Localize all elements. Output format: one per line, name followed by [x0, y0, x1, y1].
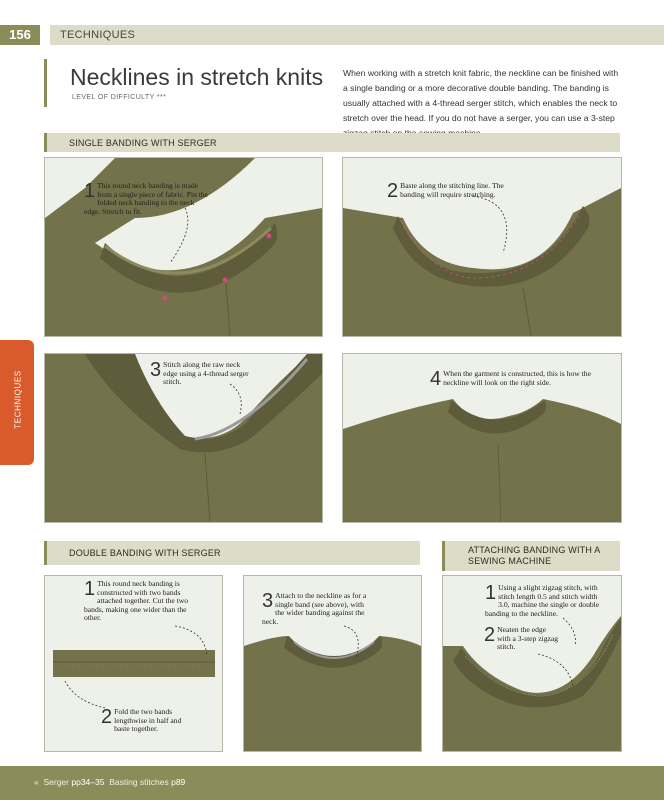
caption-machine-2 — [484, 626, 559, 652]
title-accent-rule — [44, 59, 47, 107]
caption-double-1 — [84, 580, 199, 623]
section-title-single: SINGLE BANDING WITH SERGER — [69, 138, 217, 148]
step-number: 3 — [150, 359, 162, 381]
caption-text: Neaten the edge with a 3-step zigzag stitch. — [497, 625, 559, 652]
caption-text: Baste along the stitching line. The banding will require stretching. — [400, 181, 504, 199]
step-number: 4 — [430, 368, 442, 390]
caption-single-4 — [430, 370, 600, 388]
intro-paragraph: When working with a stretch knit fabric, the neckline can be finished with a single banding or a more decorative double banding. The banding is usually attached with a 4-thread serger stitch, which enables the neck to stretch over the head. If you do not have a serger, you can use a 3-step — [343, 68, 619, 123]
step-number: 1 — [84, 180, 96, 202]
ref-basting-label[interactable]: Basting stitches — [109, 777, 169, 787]
ref-basting-page[interactable]: p89 — [171, 777, 186, 787]
caption-text: Fold the two bands lengthwise in half and baste together. — [114, 707, 182, 734]
caption-machine-1 — [485, 584, 610, 618]
header-bar — [50, 25, 664, 45]
caption-text: Using a slight zigzag stitch, with stitch length 0.5 and stitch width 3.0, machine the single or double banding to the neckline. — [485, 583, 600, 618]
caption-text: This round neck banding is made from a single piece of fabric. Pin the folded neck banding to the neck edge. Stretch to fit. — [84, 181, 209, 216]
double-arrow-icon: « — [34, 777, 39, 787]
step-number: 3 — [262, 590, 274, 612]
caption-single-1 — [84, 182, 212, 216]
step-number: 2 — [387, 180, 399, 202]
section-title-machine: ATTACHING BANDING WITH A SEWING MACHINE — [468, 545, 600, 566]
step-number: 2 — [484, 624, 496, 646]
step-number: 1 — [84, 578, 96, 600]
page-number: 156 — [0, 25, 40, 45]
caption-single-3 — [150, 361, 250, 387]
header-section-label: TECHNIQUES — [60, 29, 136, 41]
section-title-double: DOUBLE BANDING WITH SERGER — [69, 548, 221, 558]
caption-text: Attach to the neckline as for a single band (see above), with the wider banding against the neck. — [262, 591, 367, 626]
caption-double-2 — [101, 708, 191, 734]
difficulty-level: LEVEL OF DIFFICULTY *** — [72, 94, 167, 101]
side-tab-label: TECHNIQUES — [13, 370, 23, 429]
caption-text: When the garment is constructed, this is how the neckline will look on the right side. — [443, 369, 591, 387]
ref-serger-label[interactable]: Serger — [43, 777, 69, 787]
caption-text: Stitch along the raw neck edge using a 4-thread serger stitch. — [163, 360, 249, 387]
page-title: Necklines in stretch knits — [70, 64, 324, 90]
section-accent-rule — [44, 133, 47, 152]
caption-double-3 — [262, 592, 374, 626]
footer-references — [34, 777, 185, 787]
caption-text: This round neck banding is constructed with two bands attached together. Cut the two bands, making one wider than the other. — [84, 579, 189, 623]
section-accent-rule — [442, 541, 445, 571]
ref-serger-pages[interactable]: pp34–35 — [71, 777, 105, 787]
caption-single-2 — [387, 182, 522, 200]
section-accent-rule — [44, 541, 47, 565]
step-number: 1 — [485, 582, 497, 604]
step-number: 2 — [101, 706, 113, 728]
